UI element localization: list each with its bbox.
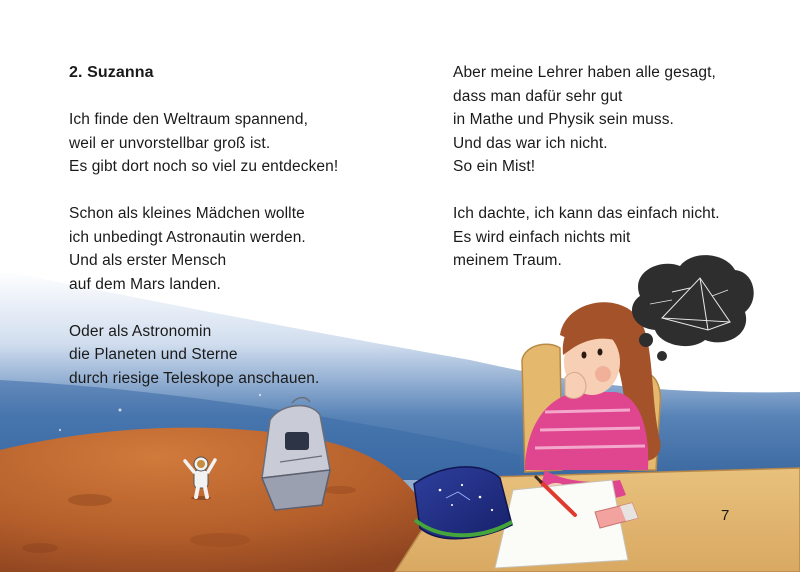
stanza	[453, 202, 773, 273]
stanza	[69, 320, 399, 391]
text-line: meinem Traum.	[453, 252, 562, 269]
text-line: So ein Mist!	[453, 158, 536, 175]
pencil-case	[414, 467, 512, 539]
text-line: Oder als Astronomin	[69, 322, 212, 340]
text-line: Ich finde den Weltraum spannend,	[69, 111, 309, 128]
text-line: Es wird einfach nichts mit	[453, 228, 631, 246]
text-line: Schon als kleines Mädchen wollte	[69, 205, 305, 222]
chapter-heading: 2. Suzanna	[69, 64, 154, 81]
text-line: Es gibt dort noch so viel zu entdecken!	[69, 158, 339, 175]
left-column	[69, 61, 399, 414]
text-line: auf dem Mars landen.	[69, 275, 221, 293]
text-line: Aber meine Lehrer haben alle gesagt,	[453, 64, 716, 81]
stanza	[69, 202, 399, 296]
text-line: in Mathe und Physik sein muss.	[453, 111, 674, 128]
text-line: durch riesige Teleskope anschauen.	[69, 369, 320, 387]
right-column	[453, 61, 773, 296]
text-line: Und das war ich nicht.	[453, 134, 608, 152]
text-line: Ich dachte, ich kann das einfach nicht.	[453, 205, 720, 222]
stanza	[69, 108, 399, 179]
text-line: ich unbedingt Astronautin werden.	[69, 228, 306, 246]
stanza	[453, 61, 773, 179]
text-line: dass man dafür sehr gut	[453, 87, 623, 105]
text-line: weil er unvorstellbar groß ist.	[69, 134, 271, 152]
text-line: die Planeten und Sterne	[69, 346, 238, 363]
text-line: Und als erster Mensch	[69, 252, 227, 269]
page-number: 7	[721, 507, 730, 524]
